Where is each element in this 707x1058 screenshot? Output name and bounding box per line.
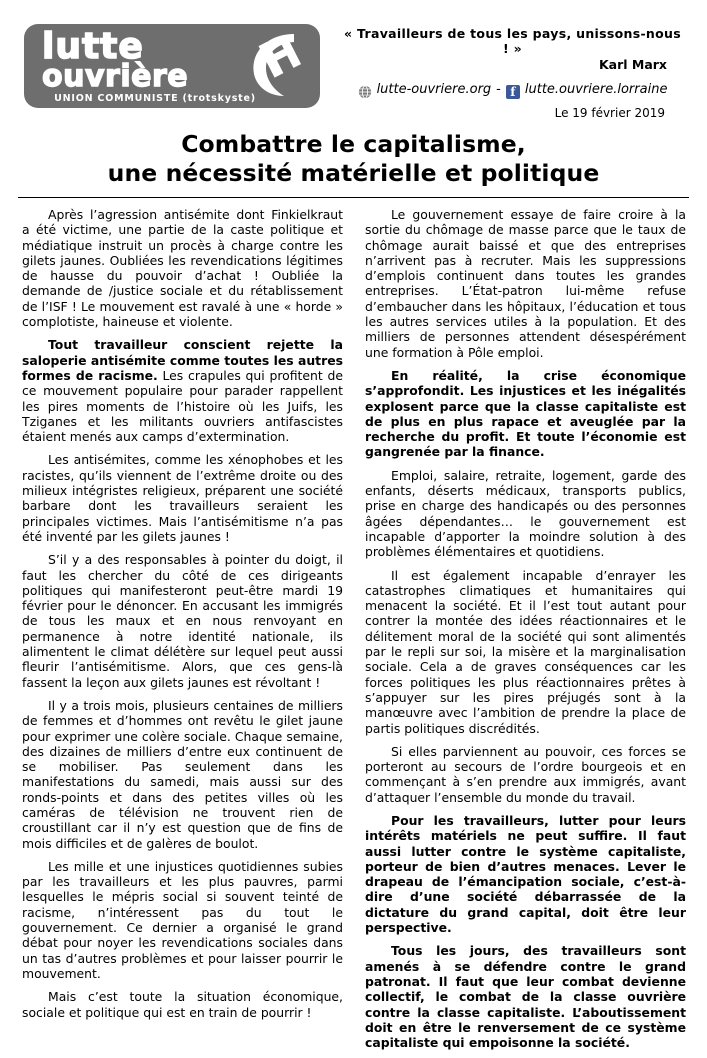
article-paragraph: Après l’agression antisémite dont Finkielkraut a été victime, une partie de la caste politique et médiatique instruit un procès à charge contre les gilets jaunes. Oubliées les revendications légitimes de hausse du pouvoir d’achat ! Oubliée la demande de /justice sociale et du rétablissement de l’ISF ! Le mouvement est ravalé à une « horde » complotiste, haineuse et violente. — [22, 207, 343, 330]
hammer-and-sickle-icon — [242, 30, 314, 100]
article-column-2 — [365, 207, 686, 1058]
article-paragraph: Les mille et une injustices quotidiennes subies par les travailleurs et les plus pauvres, parmi lesquelles le mépris social si souvent teinté de racisme, n’intéressent pas du tout le gouvernement. Ce dernier a organisé le grand débat pour noyer les revendications sociales dans un tas d’autres problèmes et pour laisser pourrir le mouvement. — [22, 858, 343, 981]
article-body — [22, 207, 687, 1058]
page-title — [40, 130, 667, 188]
link-separator: - — [496, 82, 501, 97]
masthead-right — [326, 24, 685, 120]
article-paragraph: En réalité, la crise économique s’approfondit. Les injustices et les inégalités explosent parce que la classe capitaliste est de plus en plus rapace et aveuglée par la recherche du profit. Et toute l’économie est gangrenée par la finance. — [365, 367, 686, 460]
globe-icon — [358, 85, 372, 99]
facebook-link[interactable]: lutte.ouvriere.lorraine — [524, 82, 668, 97]
logo-word-ouvriere: ouvrière — [42, 59, 189, 94]
article-paragraph: Les antisémites, comme les xénophobes et les racistes, qu’ils viennent de l’extrême droite ou des milieux intégristes religieux, préparent une société barbare dont les travailleurs seraient les principales victimes. Mais l’antisémitisme n’a pas été inventé par les gilets jaunes ! — [22, 452, 343, 544]
marx-quote: « Travailleurs de tous les pays, unissons-nous ! » — [344, 26, 681, 56]
article-paragraph: Il y a trois mois, plusieurs centaines de milliers de femmes et d’hommes ont revêtu le gilet jaune pour exprimer une colère sociale. Chaque semaine, des dizaines de milliers d’entre eux continuent de se mobiliser. Pas seulement dans les manifestations du samedi, mais aussi sur des ronds-points et dans des petites villes où les caméras de télévision ne trouvent rien de croustillant car il n’y est question que de fins de mois difficiles et de galères de boulot. — [22, 697, 343, 851]
article-paragraph: Emploi, salaire, retraite, logement, garde des enfants, déserts médicaux, transports publics, prise en charge des handicapés ou des personnes âgées dépendantes… le gouvernement est incapable d’apporter la moindre solution à des problèmes élémentaires et quotidiens. — [365, 467, 686, 560]
article-paragraph — [22, 337, 343, 444]
article-paragraph: Mais c’est toute la situation économique, sociale et politique qui est en train de pourrir ! — [22, 989, 343, 1020]
title-divider — [18, 197, 689, 198]
article-paragraph-rest: Les crapules qui profitent de ce mouvement populaire pour parader rappellent les pires moments de l’histoire où les Juifs, les Tziganes et les militants ouvriers antifascistes étaient menés aux camps d’extermination. — [22, 367, 343, 445]
logo-block — [24, 24, 326, 108]
page-title-line1: Combattre le capitalisme, — [181, 130, 526, 158]
article-paragraph: Si elles parviennent au pouvoir, ces forces se porteront au secours de l’ordre bourgeois et en commençant à s’en prendre aux immigrés, avant d’attaquer l’ensemble du monde du travail. — [365, 743, 686, 805]
lutte-ouvriere-logo — [24, 24, 320, 108]
article-column-1 — [22, 207, 343, 1058]
contact-links-row — [340, 82, 685, 97]
website-link[interactable]: lutte-ouvriere.org — [376, 82, 492, 97]
article-bold-lead: Tout travailleur conscient rejette la saloperie antisémite comme toutes les autres formes de racisme. — [22, 337, 343, 383]
article-paragraph: Il est également incapable d’enrayer les catastrophes climatiques et humanitaires qui menacent la société. Et il l’est tout autant pour contrer la montée des idées réactionnaires et le délitement moral de la société qui sont alimentés par le repli sur soi, la misère et la marginalisation sociale. Cela a de graves conséquences car les forces politiques les plus réactionnaires prêtes à s’appuyer sur les pires préjugés sont à la manœuvre avec l’ambition de prendre la place de partis politiques discrédités. — [365, 567, 686, 736]
facebook-icon: f — [506, 85, 520, 99]
page-title-line2: une nécessité matérielle et politique — [107, 159, 600, 187]
masthead — [0, 0, 707, 120]
article-paragraph: S’il y a des responsables à pointer du doigt, il faut les chercher du côté de ces dirigeants politiques qui manifesteront peut-être mardi 19 février pour le dénoncer. En accusant les immigrés de tous les maux et en nous renvoyant en permanence à notre identité nationale, ils alimentent le climat délétère sur lequel peut aussi fleurir l’antisémitisme. Alors, que ces gens-là fassent la leçon aux gilets jaunes est révoltant ! — [22, 552, 343, 690]
publication-date: Le 19 février 2019 — [554, 106, 665, 120]
logo-word-lutte: lutte — [42, 26, 144, 67]
article-paragraph: Tous les jours, des travailleurs sont amenés à se défendre contre le grand patronat. Il faut que leur combat devienne collectif, le combat de la classe ouvrière contre la classe capitaliste. L’aboutissement doit en être le renversement de ce système capitaliste qui empoisonne la société. — [365, 943, 686, 1051]
marx-quote-author: Karl Marx — [598, 57, 667, 72]
logo-subtitle: UNION COMMUNISTE (trotskyste) — [54, 93, 256, 104]
article-paragraph: Le gouvernement essaye de faire croire à la sortie du chômage de masse parce que le taux de chômage aurait baissé et que des entreprises n’arrivent pas à recruter. Mais les suppressions d’emplois continuent dans toutes les grandes entreprises. L’État-patron lui-même refuse d’embaucher dans les hôpitaux, l’éducation et tous les autres services utiles à la population. Et des milliers de personnes attendent désespérément une formation à Pôle emploi. — [365, 207, 686, 360]
article-paragraph: Pour les travailleurs, lutter pour leurs intérêts matériels ne peut suffire. Il faut aussi lutter contre le système capitaliste, porteur de bien d’autres menaces. Lever le drapeau de l’émancipation sociale, c’est-à-dire d’une société débarrassée de la dictature du grand capital, doit être leur perspective. — [365, 812, 686, 936]
